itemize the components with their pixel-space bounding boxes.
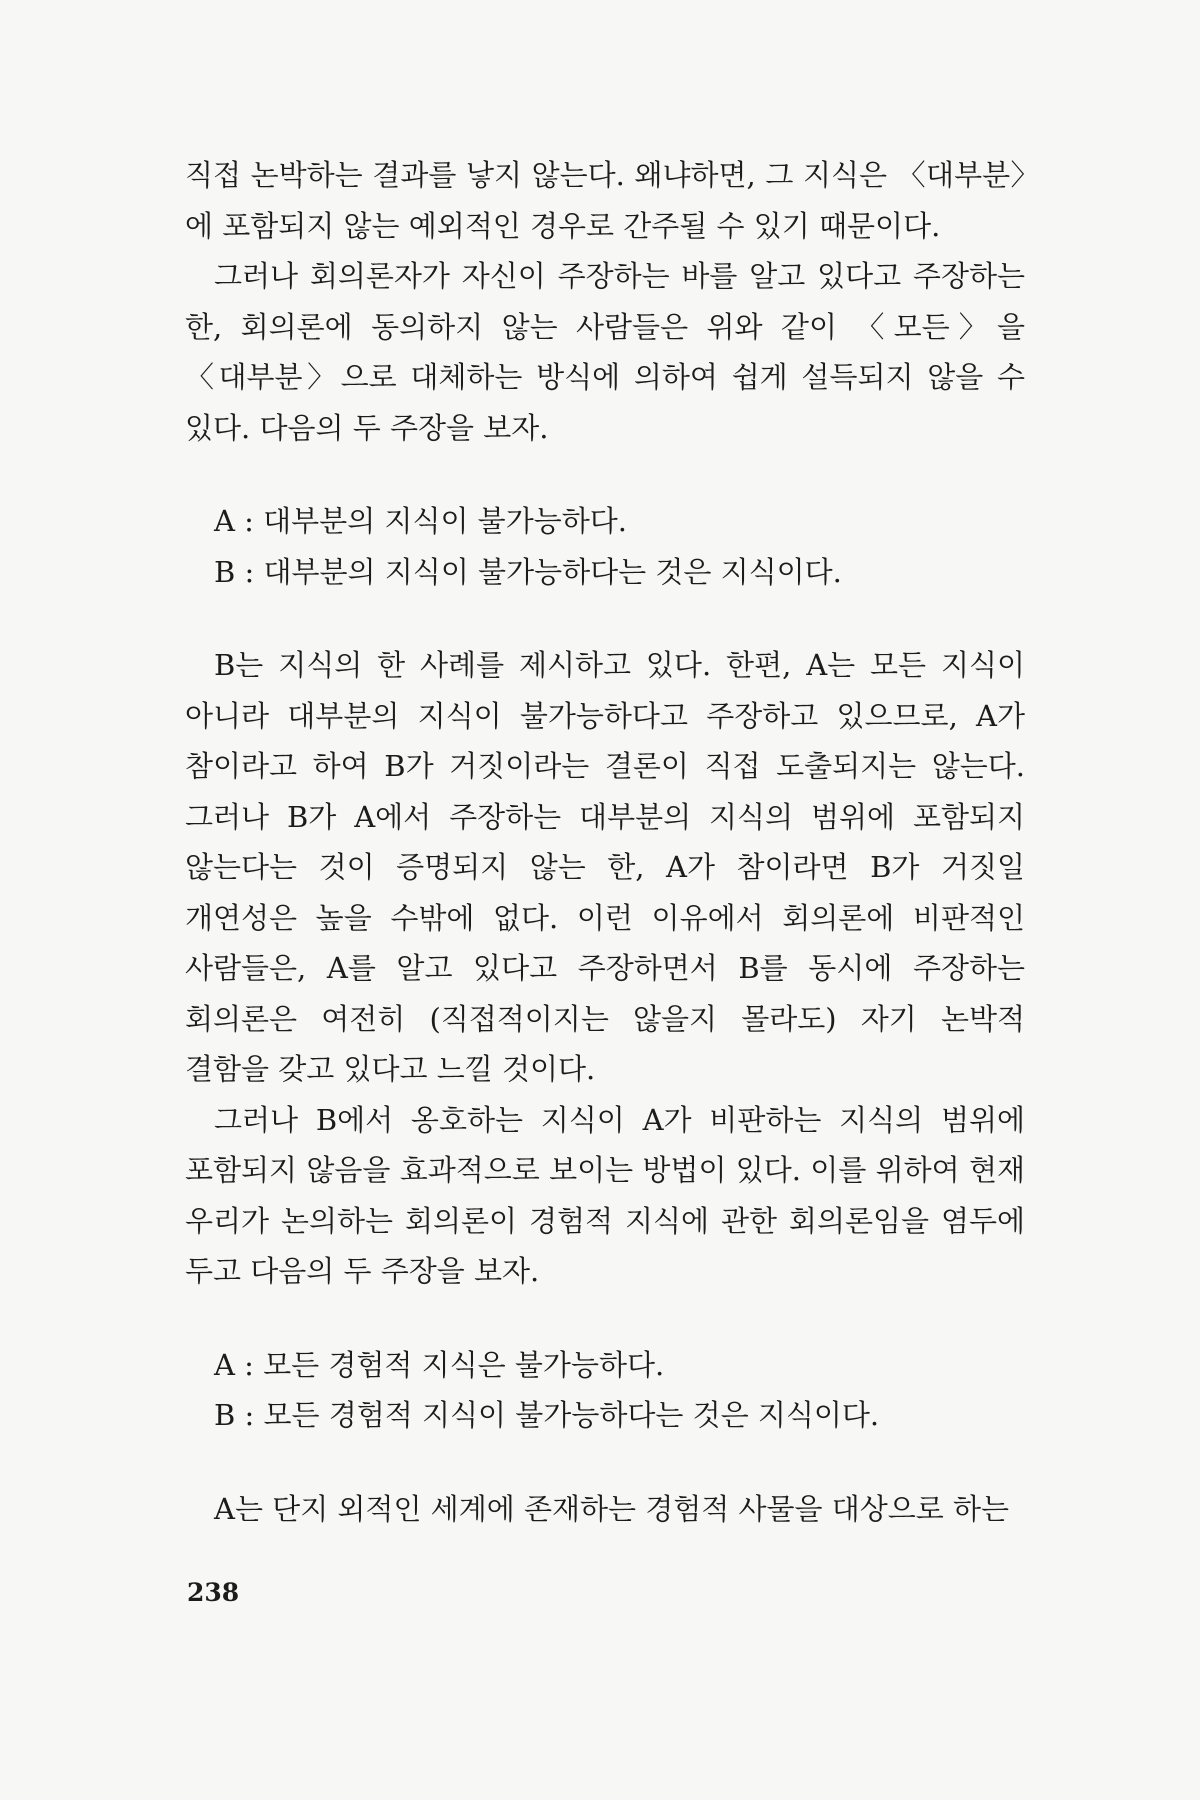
claims-block-1	[214, 496, 1025, 597]
paragraph-4: 그러나 B에서 옹호하는 지식이 A가 비판하는 지식의 범위에 포함되지 않음을 효과적으로 보이는 방법이 있다. 이를 위하여 현재 우리가 논의하는 회의론이 경험적 지식에 관한 회의론임을 염두에 두고 다음의 두 주장을 보자.	[185, 1102, 1025, 1288]
claim-a: A : 대부분의 지식이 불가능하다.	[214, 504, 627, 538]
paragraph-5: A는 단지 외적인 세계에 존재하는 경험적 사물을 대상으로 하는	[214, 1491, 1010, 1526]
paragraph-1: 직접 논박하는 결과를 낳지 않는다. 왜냐하면, 그 지식은 〈대부분〉에 포함되지 않는 예외적인 경우로 간주될 수 있기 때문이다.	[185, 158, 1025, 243]
paragraph-3: B는 지식의 한 사례를 제시하고 있다. 한편, A는 모든 지식이 아니라 대부분의 지식이 불가능하다고 주장하고 있으므로, A가 참이라고 하여 B가 거짓이라는 결론이 직접 도출되지는 않는다. 그러나 B가 A에서 주장하는 대부분의 지식의 범위에 포함되지 않는다는 것이 증명되지 않는 한, A가 참이라면 B가 거짓일 개연성은 높을 수밖에 없다. 이런 이유에서 회의론에 비판적인 사람들은, A를 알고 있다고 주장하면서 B를 동시에 주장하는 회의론은 여전히 (직접적이지는 않을지 몰라도) 자기 논박적 결함을 갖고 있다고 느낄 것이다.	[185, 648, 1025, 1086]
claim-b: B : 모든 경험적 지식이 불가능하다는 것은 지식이다.	[214, 1398, 880, 1432]
page-number: 238	[187, 1578, 240, 1607]
claim-a: A : 모든 경험적 지식은 불가능하다.	[214, 1347, 665, 1382]
claim-b: B : 대부분의 지식이 불가능하다는 것은 지식이다.	[214, 554, 842, 589]
claims-block-2	[214, 1340, 1025, 1441]
body-text	[185, 150, 1025, 1534]
paragraph-2: 그러나 회의론자가 자신이 주장하는 바를 알고 있다고 주장하는 한, 회의론에 동의하지 않는 사람들은 위와 같이 〈모든〉을 〈대부분〉으로 대체하는 방식에 의하여 쉽게 설득되지 않을 수 있다. 다음의 두 주장을 보자.	[185, 259, 1025, 445]
